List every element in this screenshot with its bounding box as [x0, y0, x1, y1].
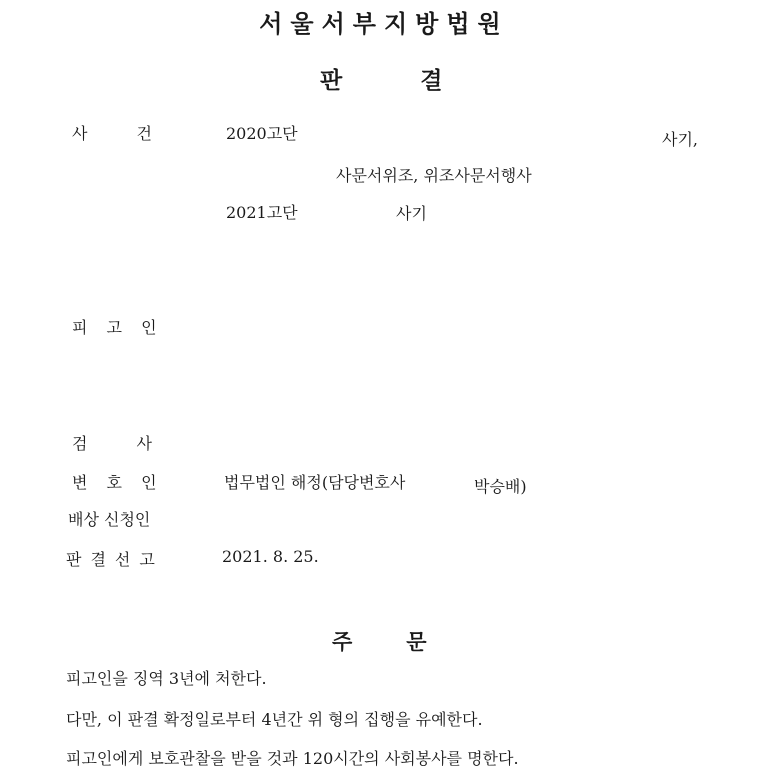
case-number-1: 2020고단	[226, 124, 298, 143]
counsel-label: 변 호 인	[72, 473, 157, 492]
counsel-value-suffix: 박승배)	[474, 477, 527, 496]
case-number-2: 2021고단	[226, 203, 298, 222]
order-line-1: 피고인을 징역 3년에 처한다.	[66, 669, 267, 688]
case-charge-2: 사기	[396, 204, 427, 223]
defendant-label: 피 고 인	[72, 318, 157, 337]
order-title-char-2: 문	[406, 630, 427, 654]
case-charge-1: 사기,	[662, 130, 698, 149]
order-title-char-1: 주	[332, 630, 353, 654]
prosecutor-label: 검 사	[72, 434, 152, 453]
order-line-2: 다만, 이 판결 확정일로부터 4년간 위 형의 집행을 유예한다.	[66, 710, 483, 729]
order-title	[332, 626, 427, 656]
doc-type-char-2: 결	[420, 68, 443, 94]
sentence-date-label: 판결선고	[66, 550, 164, 569]
court-name: 서울서부지방법원	[259, 10, 509, 38]
case-charge-1-continued: 사문서위조, 위조사문서행사	[336, 166, 532, 185]
counsel-value-prefix: 법무법인 해정(담당변호사	[224, 473, 406, 492]
sentence-date-value: 2021. 8. 25.	[222, 547, 319, 566]
case-label: 사 건	[72, 124, 152, 143]
document-type-title	[320, 62, 442, 95]
compensation-applicant-label: 배상 신청인	[68, 510, 151, 529]
doc-type-char-1: 판	[320, 68, 343, 94]
order-line-3: 피고인에게 보호관찰을 받을 것과 120시간의 사회봉사를 명한다.	[66, 749, 519, 768]
